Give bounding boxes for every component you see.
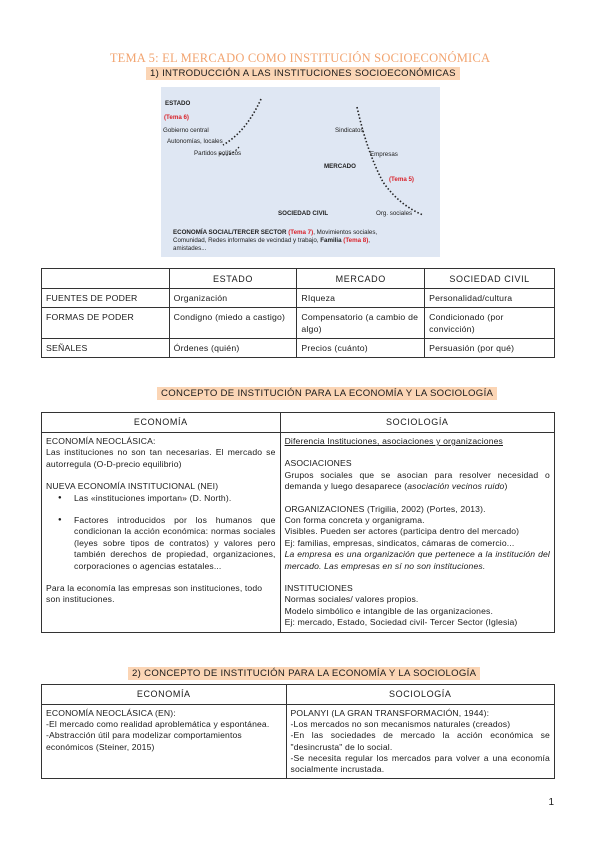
en-line: -El mercado como realidad aproblemática y espontánea. xyxy=(46,719,270,730)
inst-line: Modelo simbólico e intangible de las organizaciones. xyxy=(284,605,494,616)
table-header-cell xyxy=(42,269,170,289)
table-cell: Persuasión (por qué) xyxy=(425,339,555,358)
section-heading-3: 2) CONCEPTO DE INSTITUCIÓN PARA LA ECONOMÍA Y LA SOCIOLOGÍA xyxy=(128,667,480,680)
economia-cell xyxy=(42,705,287,779)
nie-title: NUEVA ECONOMÍA INSTITUCIONAL (NEI) xyxy=(46,481,219,492)
table-cell: Personalidad/cultura xyxy=(425,289,555,308)
table-header-row xyxy=(42,685,555,705)
diagram-autonomias-label: Autonomías, locales xyxy=(167,138,223,145)
table-header-cell: MERCADO xyxy=(297,269,425,289)
sociologia-cell xyxy=(280,433,554,633)
institution-concept-table-2 xyxy=(41,684,555,779)
diagram-economia-social-line xyxy=(173,229,377,236)
table-row xyxy=(42,705,555,779)
estado-curve xyxy=(223,99,261,145)
en-line: -Abstracción útil para modelizar comportamientos económicos (Steiner, 2015) xyxy=(46,730,242,752)
diagram-estado-label: ESTADO xyxy=(165,100,191,107)
org-line: Visibles. Pueden ser actores (participa dentro del mercado) xyxy=(284,526,520,537)
org-line: Ej: familias, empresas, sindicatos, cámaras de comercio... xyxy=(284,537,515,548)
diagram-amistades-label: amistades... xyxy=(173,245,207,252)
org-title: ORGANIZACIONES (Trigilia, 2002) (Portes, 2013). xyxy=(284,503,486,514)
nie-list xyxy=(46,493,276,572)
institutions-diagram xyxy=(161,87,440,257)
table-cell: Condigno (miedo a castigo) xyxy=(169,308,297,339)
economia-cell xyxy=(42,433,281,633)
table-cell: Compensatorio (a cambio de algo) xyxy=(297,308,425,339)
table-cell: Precios (cuánto) xyxy=(297,339,425,358)
power-table xyxy=(41,268,555,358)
list-item: ● Factores introducidos por los humanos que condicionan la acción económica: normas sociales (leyes sobre tipos de contratos) y valores pero también derechos de propiedad, organizaciones, corporaciones o agencias estatales... xyxy=(74,515,276,572)
table-header-cell: ESTADO xyxy=(169,269,297,289)
diagram-sindicatos-label: Sindicatos xyxy=(335,127,364,134)
table-header-cell: SOCIOLOGÍA xyxy=(286,685,555,705)
en-title: ECONOMÍA NEOCLÁSICA (EN): xyxy=(46,708,176,718)
table-header-cell: SOCIOLOGÍA xyxy=(280,413,554,433)
diagram-org-sociales-label: Org. sociales xyxy=(376,210,413,217)
table-cell: Organización xyxy=(169,289,297,308)
sociologia-cell xyxy=(286,705,555,779)
institution-concept-table xyxy=(41,412,555,633)
table-cell: Órdenes (quién) xyxy=(169,339,297,358)
table-header-cell: ECONOMÍA xyxy=(42,413,281,433)
table-cell: RIqueza xyxy=(297,289,425,308)
page-number: 1 xyxy=(548,797,554,808)
diagram-familia-label: Familia xyxy=(320,237,342,244)
table-row xyxy=(42,433,555,633)
table-header-cell: SOCIEDAD CIVIL xyxy=(425,269,555,289)
diagram-empresas-label: Empresas xyxy=(370,151,398,158)
diagram-tema7-label: (Tema 7) xyxy=(288,229,314,236)
table-row xyxy=(42,308,555,339)
diagram-partidos-label: Partidos políticos xyxy=(194,150,242,157)
org-line: Con forma concreta y organigrama. xyxy=(284,515,425,526)
table-cell: Condicionado (por convicción) xyxy=(425,308,555,339)
diagram-movimientos-label: , Movimientos sociales, xyxy=(313,229,378,236)
asoc-text xyxy=(285,470,550,493)
asoc-text-italic: asociación vecinos ruido xyxy=(407,481,505,492)
section-heading-2: CONCEPTO DE INSTITUCIÓN PARA LA ECONOMÍA Y LA SOCIOLOGÍA xyxy=(157,387,497,400)
inst-line: Ej: mercado, Estado, Sociedad civil- Tercer Sector (Iglesia) xyxy=(284,617,518,628)
neo-title: ECONOMÍA NEOCLÁSICA: xyxy=(46,436,156,446)
list-item: ● Las «instituciones importan» (D. North). xyxy=(74,493,276,504)
section-heading-1: 1) INTRODUCCIÓN A LAS INSTITUCIONES SOCIOECONÓMICAS xyxy=(146,67,460,80)
table-header-row xyxy=(42,413,555,433)
table-cell: FORMAS DE PODER xyxy=(42,308,170,339)
table-cell: FUENTES DE PODER xyxy=(42,289,170,308)
diagram-tema6-label: (Tema 6) xyxy=(164,114,189,121)
diagram-tema5-label: (Tema 5) xyxy=(389,176,414,183)
inst-title: INSTITUCIONES xyxy=(284,583,353,594)
page-title: TEMA 5: EL MERCADO COMO INSTITUCIÓN SOCIOECONÓMICA xyxy=(109,51,491,65)
neo-text: Las instituciones no son tan necesarias. El mercado se autorregula (O-D-precio equilibrio) xyxy=(46,447,276,469)
polanyi-line: -En las sociedades de mercado la acción económica se "desincrusta" de lo social. xyxy=(290,730,550,752)
inst-line: Normas sociales/ valores propios. xyxy=(284,594,419,605)
diagram-comunidad-label: Comunidad, Redes informales de vecindad y trabajo, xyxy=(173,237,321,244)
org-italic-text: La empresa es una organización que pertenece a la institución del mercado. Las empresas en sí no son instituciones. xyxy=(284,549,550,571)
table-row xyxy=(42,339,555,358)
diagram-economia-social-label: ECONOMÍA SOCIAL/TERCER SECTOR xyxy=(173,229,287,236)
table-cell: SEÑALES xyxy=(42,339,170,358)
diagram-comunidad-line: Comunidad, Redes informales de vecindad y trabajo, Familia (Tema 8), xyxy=(173,237,371,244)
polanyi-title: POLANYI (LA GRAN TRANSFORMACIÓN, 1944): xyxy=(290,708,490,718)
diagram-tema8-label: (Tema 8) xyxy=(343,237,369,244)
diff-title: Diferencia Instituciones, asociaciones y organizaciones xyxy=(284,436,503,446)
mercado-curve xyxy=(357,107,423,215)
table-header-cell: ECONOMÍA xyxy=(42,685,287,705)
asoc-title: ASOCIACIONES xyxy=(284,458,352,469)
polanyi-line: -Los mercados no son mecanismos naturales (creados) xyxy=(290,719,511,730)
diagram-gobierno-label: Gobierno central xyxy=(163,127,209,134)
asoc-text-b: ) xyxy=(504,481,508,492)
diagram-sociedad-civil-label: SOCIEDAD CIVIL xyxy=(278,210,329,217)
diagram-mercado-label: MERCADO xyxy=(324,163,356,170)
table-row xyxy=(42,289,555,308)
polanyi-line: -Se necesita regular los mercados para volver a una economía socialmente incrustada. xyxy=(290,752,550,775)
final-text: Para la economía las empresas son instituciones, todo son instituciones. xyxy=(46,583,263,605)
asoc-text-a: Grupos sociales que se asocian para resolver necesidad o demanda y luego desaparece ( xyxy=(284,469,550,492)
table-header-row xyxy=(42,269,555,289)
